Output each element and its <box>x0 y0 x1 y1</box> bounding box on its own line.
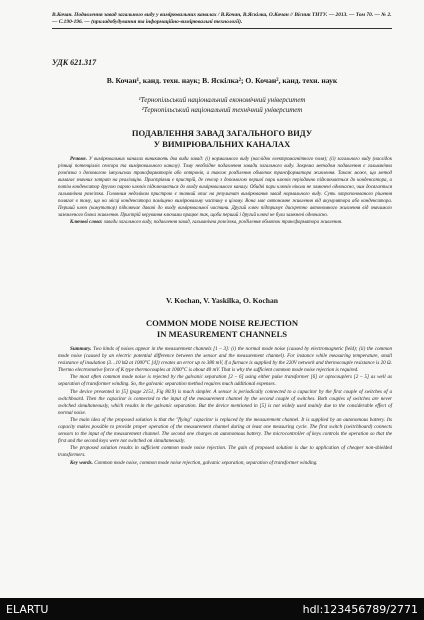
authors-ua: В. Кочан¹, канд. техн. наук; В. Яскілка²; О. Кочан², канд. техн. наук <box>106 76 338 85</box>
udc-code: УДК 621.317 <box>52 58 97 67</box>
summary-p1 <box>58 346 392 374</box>
summary-p1-text: Two kinds of noises appear in the measurement channels [1 – 3]: (i) the normal mode noise (caused by electromagnetic field); (ii) the common mode noise (caused by an electric potential difference between the sensor and the measurement channel). For instance while measuring temperature, small resistance of insulation (3…10 kΩ at 1000°C [4]) creates an error up to 380 mV, if a furnace is supplied by the 220V network and thermocouple resistance is 20 Ω. Thermo electromotive force of K type thermocouples at 1000°C is about 40 mV. That is why the sufficient common mode noise rejection is required. <box>58 346 392 374</box>
title-en <box>52 318 392 339</box>
handle-id: hdl:123456789/2771 <box>302 603 418 616</box>
title-ua <box>52 128 392 149</box>
summary-en <box>58 346 392 467</box>
repository-name: ELARTU <box>6 603 49 616</box>
title-en-line1: COMMON MODE NOISE REJECTION <box>145 318 299 328</box>
keywords-ua-label: Ключові слова: <box>70 220 103 225</box>
keywords-en-paragraph <box>58 460 392 467</box>
keywords-ua-text: завади загального виду, подавлення завад, гальванічна розв'язка, розділення обмоток трансформатора живлення. <box>103 220 343 225</box>
abstract-ua-paragraph <box>58 156 392 219</box>
authors-en: V. Kochan, V. Yaskilka, O. Kochan <box>166 296 278 305</box>
repository-footer-bar <box>0 598 424 620</box>
summary-p2: The most often common mode noise is rejected by the galvanic separation [2 – 6] using either pulse transformer [6] or optocouplers [2 – 5] as well as separation of transformer winding. So, the galvanic separation method requires much additional expenses. <box>58 374 392 388</box>
title-ua-line1: ПОДАВЛЕННЯ ЗАВАД ЗАГАЛЬНОГО ВИДУ <box>131 128 313 138</box>
affiliation-2: ²Тернопільський національний технічний університет <box>141 106 303 114</box>
keywords-en-text: Common mode noise, common mode noise rejection, galvanic separation, separation of transformer winding. <box>94 459 318 466</box>
citation-header: В.Кочан. Подавлення завад загального виду у вимірювальних каналах / В.Кочан, В.Яскілка, О.Кочан // Вісник ТНТУ. — 2013. — Том 70. — № 2. — С.190-196. — (приладобудування та інформаційно-вимірювальні технології). <box>52 12 392 29</box>
affiliation-1: ¹Тернопільський національний економічний університет <box>138 96 306 104</box>
title-en-line2: IN MEASUREMENT CHANNELS <box>156 328 288 339</box>
keywords-ua-paragraph <box>58 219 392 226</box>
title-ua-line2: У ВИМІРЮВАЛЬНИХ КАНАЛАХ <box>153 138 291 149</box>
summary-label: Summary. <box>70 346 92 352</box>
abstract-ua-label: Резюме. <box>70 157 87 162</box>
summary-p4: The main idea of the proposed solution is that the "flying" capacitor is replaced by the measurement channel. It is supplied by an autonomous battery. Its capacity makes possible to provide proper operation of the measurement channel during at least one measuring cycle. The first switch (switchboard) connects sensors to the input of the measurement channel. The second one charges an autonomous battery. The microcontroller of keys controls the operation so that the first and the second keys were not switched on simultaneously. <box>58 416 392 445</box>
abstract-ua-text: У вимірювальних каналах виникають два види завад: (і) нормального виду (наслідок електромагнітного поля); (іі) загального виду (наслідок різниці потенціалів сенсора та вимірювального каналу). Тому необхідне подавлення завади загального виду. Зокрема методом подавлення є гальванічна розв'язка з допомогою імпульсних трансформаторів або оптронів, а також розділення обмоток трансформатора живлення. Також може, що метод вимагає значних затрат на реалізацію. Пристріями є пристрій, де сенсор з допомогою першої пари ключів періодично підключається до конденсатора, а потім конденсатор другою парою ключів підключається до входу вимірювального каналу. Обидві пари ключів ніколи не замкнені одночасно, чим досягається гальванічна розв'язка. Головним недоліком пристрою є значний опис на результат вимірювання завад нормального виду. Суть запропонованого рішення полягає в тому, що на місці конденсатора поміщено вимірювальну частину в цілому. Вона має автономне живлення від акумулятора або конденсатора. Перший ключ (комутатор) підключає давачі до входу вимірювальної частини. Другий ключ підтримує дискретно автономного живлення від значимого заземленого блока живлення. Пристрій керування ключами працює так, щоби перший і другий ключі не були замкнені одночасно. <box>58 157 392 218</box>
abstract-ua <box>58 156 392 226</box>
summary-p3: The device presented in [5] (page 2151, Fig 80.9) is much simpler. A sensor is periodically connected to a capacitor by the first couple of switches of a switchboard. Then the capacitor is connected to the input of the measurement channel by the second couple of switches. Both couples of switches are never switched simultaneously, which results in the galvanic separation. But the device mentioned in [5] is not widely used mainly due to the considerable effect of normal noise. <box>58 388 392 416</box>
summary-p5: The proposed solution results in sufficient common mode noise rejection. The gain of proposed solution is due to application of cheaper non-shielded transformers. <box>58 445 392 459</box>
keywords-en-label: Key words. <box>70 459 93 466</box>
